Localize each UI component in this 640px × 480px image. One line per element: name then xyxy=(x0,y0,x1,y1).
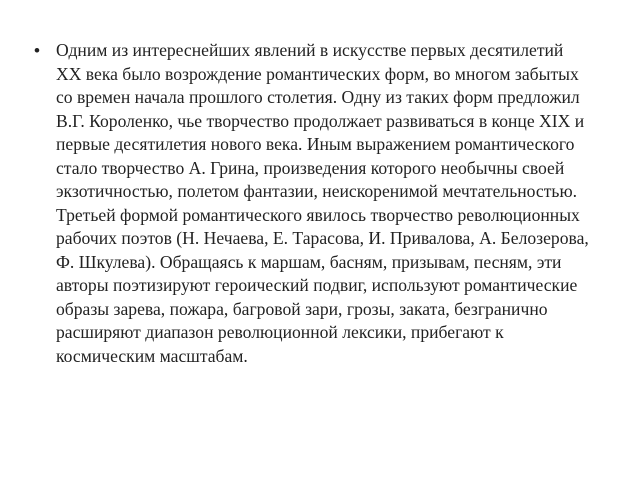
bullet-paragraph: Одним из интереснейших явлений в искусстве первых десятилетий XX века было возрождение романтических форм, во многом забытых со времен начала прошлого столетия. Одну из таких форм предложил В.Г. Короленко, чье творчество продолжает развиваться в конце XIX и первые десятилетия нового века. Иным выражением романтического стало творчество А. Грина, произведения которого необычны своей экзотичностью, полетом фантазии, неискоренимой мечтательностью. Третьей формой романтического явилось творчество революционных рабочих поэтов (Н. Нечаева, Е. Тарасова, И. Привалова, А. Белозерова, Ф. Шкулева). Обращаясь к маршам, басням, призывам, песням, эти авторы поэтизируют героический подвиг, используют романтические образы зарева, пожара, багровой зари, грозы, заката, безгранично расширяют диапазон революционной лексики, прибегают к космическим масштабам. xyxy=(56,40,589,366)
bullet-dot-icon: • xyxy=(34,41,40,60)
bullet-list xyxy=(34,39,590,368)
bullet-item xyxy=(34,39,590,368)
